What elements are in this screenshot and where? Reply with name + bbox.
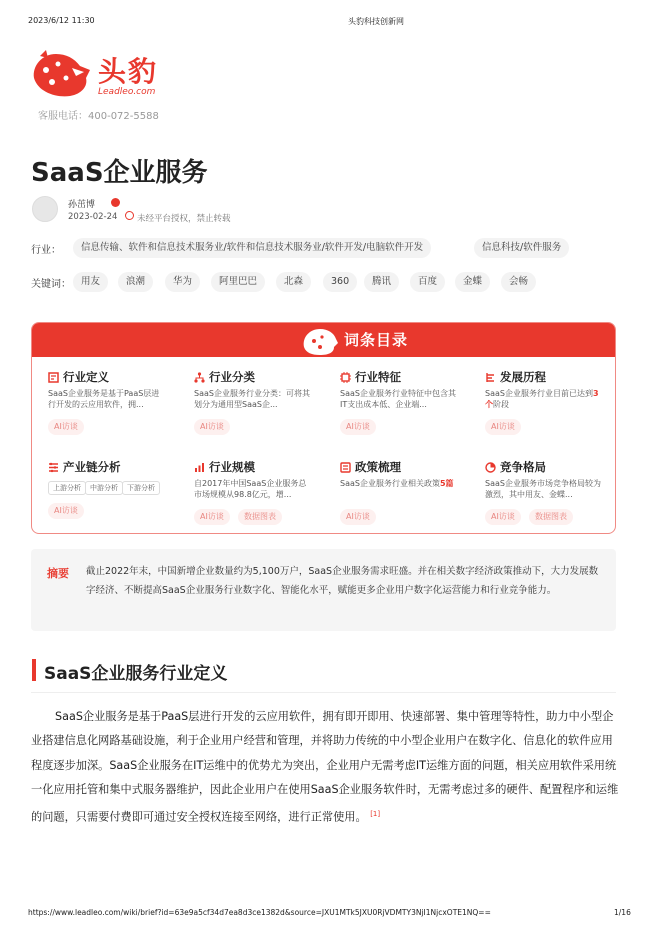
- section-divider: [31, 692, 616, 693]
- page-number: 1/16: [614, 908, 631, 917]
- catalog-section-desc: [340, 479, 458, 490]
- ai-interview-button[interactable]: AI访谈: [340, 509, 376, 525]
- competition-icon: [485, 462, 496, 473]
- publish-date: 2023-02-24: [68, 212, 118, 222]
- abstract-box: [31, 549, 616, 631]
- keyword-tag[interactable]: 360: [323, 272, 357, 292]
- ai-interview-button[interactable]: AI访谈: [340, 419, 376, 435]
- downstream-chip[interactable]: 下游分析: [122, 481, 160, 495]
- ai-interview-button[interactable]: AI访谈: [194, 509, 230, 525]
- keywords-label: 关键词：: [31, 279, 71, 290]
- catalog-section-title[interactable]: 产业链分析: [63, 460, 121, 474]
- policy-icon: [340, 462, 351, 473]
- keyword-tag[interactable]: 金蝶: [455, 272, 490, 292]
- catalog-title: 词条目录: [344, 331, 409, 349]
- desc-highlight: 3个: [485, 389, 599, 409]
- keyword-tag[interactable]: 腾讯: [364, 272, 399, 292]
- history-icon: [485, 372, 496, 383]
- section-body: [31, 705, 619, 830]
- abstract-text: 截止2022年末，中国新增企业数量约为5,100万户，SaaS企业服务需求旺盛。并在相关数字经济政策推动下，大力发展数字经济、不断提高SaaS企业服务行业数字化、智能化水平，赋能更多企业用户数字化运营能力和行业竞争能力。: [86, 566, 599, 596]
- midstream-chip[interactable]: 中游分析: [85, 481, 123, 495]
- keyword-tag[interactable]: 浪潮: [118, 272, 153, 292]
- forbidden-icon: [125, 211, 134, 220]
- classification-icon: [194, 372, 205, 383]
- ai-interview-button[interactable]: AI访谈: [48, 503, 84, 519]
- catalog-section-desc: SaaS企业服务市场竞争格局较为激烈，其中用友、金蝶...: [485, 479, 601, 499]
- catalog-section-desc: SaaS企业服务行业分类：可将其划分为通用型SaaS企...: [194, 389, 310, 409]
- upstream-chip[interactable]: 上游分析: [48, 481, 86, 495]
- definition-icon: [48, 372, 59, 383]
- desc-text: SaaS企业服务行业相关政策: [340, 479, 440, 488]
- ai-interview-button[interactable]: AI访谈: [194, 419, 230, 435]
- catalog-section-title[interactable]: 发展历程: [500, 370, 546, 384]
- desc-text: SaaS企业服务行业目前已达到: [485, 389, 593, 398]
- citation-link[interactable]: [1]: [370, 810, 381, 819]
- catalog-section-title[interactable]: 政策梳理: [355, 460, 401, 474]
- catalog-section-desc: SaaS企业服务是基于PaaS层进行开发的云应用软件，拥...: [48, 389, 160, 409]
- desc-text: 阶段: [493, 399, 509, 409]
- scale-icon: [194, 462, 205, 473]
- page-title: SaaS企业服务: [31, 158, 208, 188]
- chain-icon: [48, 462, 59, 473]
- service-phone: 客服电话：400-072-5588: [38, 111, 159, 122]
- keyword-tag[interactable]: 用友: [73, 272, 108, 292]
- leopard-mascot-icon: [300, 325, 340, 357]
- keyword-tag[interactable]: 阿里巴巴: [211, 272, 265, 292]
- data-chart-button[interactable]: 数据图表: [238, 509, 282, 525]
- verified-badge-icon: [111, 198, 120, 207]
- feature-icon: [340, 372, 351, 383]
- abstract-label: 摘要: [47, 567, 69, 580]
- keyword-tag[interactable]: 华为: [165, 272, 200, 292]
- keyword-tag[interactable]: 会畅: [501, 272, 536, 292]
- keyword-tag[interactable]: 北森: [276, 272, 311, 292]
- copyright-notice: 未经平台授权，禁止转载: [137, 214, 231, 224]
- catalog-section-title[interactable]: 竞争格局: [500, 460, 546, 474]
- section-accent-bar: [32, 659, 36, 681]
- catalog-section-desc: 自2017年中国SaaS企业服务总市场规模从98.8亿元，增...: [194, 479, 307, 499]
- catalog-section-desc: [485, 389, 603, 410]
- industry-tag[interactable]: 信息科技/软件服务: [474, 238, 569, 258]
- desc-highlight: 5篇: [439, 479, 454, 488]
- section-title: SaaS企业服务行业定义: [44, 664, 228, 684]
- catalog-section-desc: SaaS企业服务行业特征中包含其IT支出成本低、企业端...: [340, 389, 456, 409]
- body-text: SaaS企业服务是基于PaaS层进行开发的云应用软件，拥有即开即用、快速部署、集中管理等特性，助力中小型企业搭建信息化网路基础设施，利于企业用户经营和管理，并将助力传统的中小型企业用户在数字化、信息化的软件应用程度逐步加深。SaaS企业服务在IT运维中的优势尤为突出，企业用户无需考虑IT运维方面的问题，相关应用软件采用统一化应用托管和集中式服务器维护，因此企业用户在使用SaaS企业服务软件时，无需考虑过多的硬件、配置程序和运维的问题，只需要付费即可通过安全授权连接至网络，进行正常使用。: [31, 710, 619, 824]
- print-datetime: 2023/6/12 11:30: [28, 16, 95, 25]
- catalog-section-title[interactable]: 行业定义: [63, 370, 109, 384]
- print-site-title: 头豹科技创新网: [348, 17, 404, 26]
- industry-label: 行业：: [31, 245, 61, 256]
- logo-wordmark: 头豹: [98, 55, 159, 88]
- catalog-section-title[interactable]: 行业规模: [209, 460, 255, 474]
- catalog-section-title[interactable]: 行业分类: [209, 370, 255, 384]
- catalog-section-title[interactable]: 行业特征: [355, 370, 401, 384]
- ai-interview-button[interactable]: AI访谈: [48, 419, 84, 435]
- keyword-tag[interactable]: 百度: [410, 272, 445, 292]
- industry-tag[interactable]: 信息传输、软件和信息技术服务业/软件和信息技术服务业/软件开发/电脑软件开发: [73, 238, 431, 258]
- author-avatar[interactable]: [32, 196, 58, 222]
- logo-domain: Leadleo.com: [98, 87, 156, 97]
- author-name[interactable]: 孙茁博: [68, 200, 96, 210]
- data-chart-button[interactable]: 数据图表: [529, 509, 573, 525]
- ai-interview-button[interactable]: AI访谈: [485, 509, 521, 525]
- catalog-panel: [31, 322, 616, 534]
- print-url: https://www.leadleo.com/wiki/brief?id=63e9a5cf34d7ea8d3ce1382d&source=JXU1MTk5JXU0RjVDMTY3NjI1NjcxOTE1NQ==: [28, 908, 491, 917]
- ai-interview-button[interactable]: AI访谈: [485, 419, 521, 435]
